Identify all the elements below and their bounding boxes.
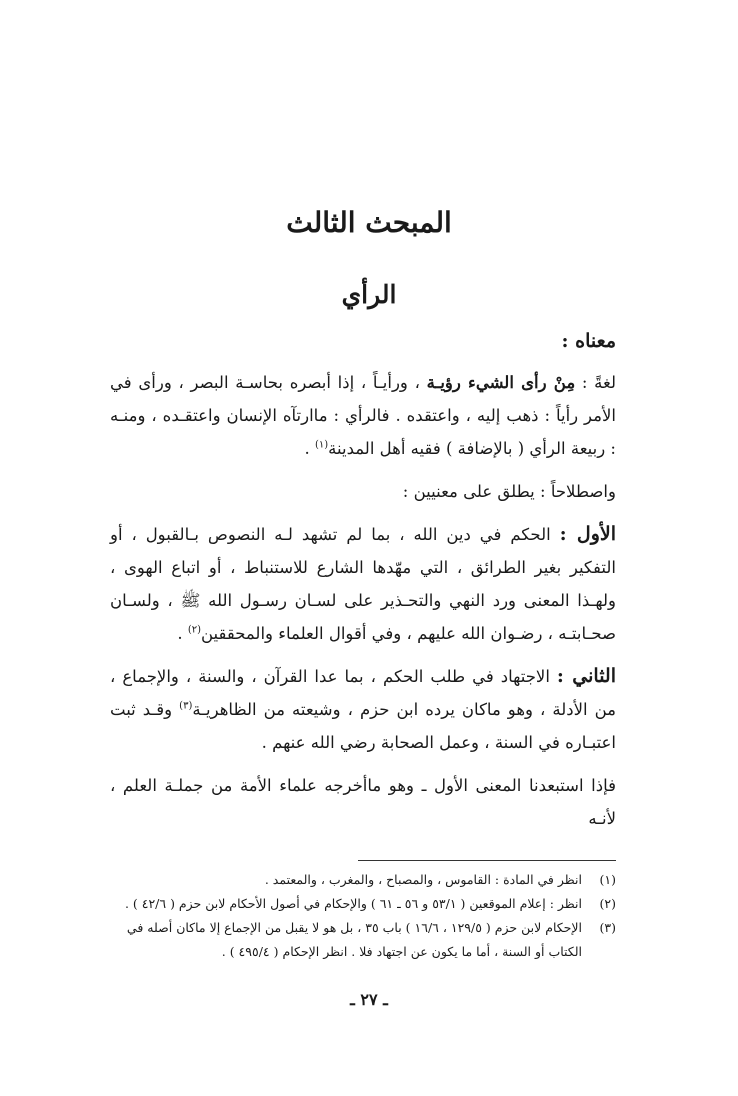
footnote-ref-1[interactable]: (١) (314, 439, 329, 451)
footnote-3 (110, 916, 616, 964)
footnotes (110, 868, 616, 964)
lugha-end: . (304, 439, 310, 458)
footnote-text: انظر : إعلام الموقعين ( ٥٣/١ و ٥٦ ـ ٦١ ) والإحكام في أصول الأحكام لابن حزم ( ٤٢/٦ ) . (124, 896, 582, 911)
paragraph-lugha (110, 366, 616, 465)
paragraph-istilah: واصطلاحاً : يطلق على معنيين : (402, 482, 616, 501)
first-end: . (177, 624, 183, 643)
paragraph-first-meaning (110, 518, 616, 650)
second-label: الثاني : (556, 665, 616, 687)
footnote-divider (358, 860, 616, 861)
first-label: الأول : (559, 523, 616, 545)
meaning-heading: معناه : (561, 330, 616, 352)
footnote-number: (١) (599, 872, 616, 887)
footnote-ref-3[interactable]: (٣) (179, 700, 193, 712)
footnote-2 (110, 892, 616, 916)
lugha-text: ، ورأيـاً ، إذا أبصره بحاسـة البصر ، ورأى في الأمر رأياً : ذهب إليه ، واعتقده . فالرأي : ماارتآه الإنسان واعتقـده ، ومنـه : ربيعة الرأي ( بالإضافة ) فقيه أهل المدينة (110, 373, 616, 458)
main-text (110, 325, 616, 845)
first-text: الحكم في دين الله ، بما لم تشهد لـه النصوص بـالقبول ، أو التفكير بغير الطرائق ، التي مهّدها الشارع للاستنباط ، أو اتباع الهوى ، ولهـذا المعنى ورد النهي والتحـذير على لسـان رسـول الله ﷺ ، ولسـان صحـابتـه ، رضـوان الله عليهم ، وفي أقوال العلماء والمحققين (110, 525, 616, 643)
chapter-title: المبحث الثالث (286, 206, 452, 239)
footnote-text: انظر في المادة : القاموس ، والمصباح ، والمغرب ، والمعتمد . (264, 872, 582, 887)
footnote-number: (٣) (599, 920, 616, 935)
footnote-text: الإحكام لابن حزم ( ١٢٩/٥ ، ١٦/٦ ) باب ٣٥ ، بل هو لا يقبل من الإجماع إلا ماكان أصله في الكتاب أو السنة ، أما ما يكون عن اجتهاد فلا . انظر الإحكام ( ٤٩٥/٤ ) . (126, 920, 582, 959)
second-text: الاجتهاد في طلب الحكم ، بما عدا القرآن ، والسنة ، والإجماع ، من الأدلة ، وهو ماكان يرده ابن حزم ، وشيعته من الظاهريـة (110, 667, 616, 719)
lugha-bold-phrase: مِنْ رأى الشيء رؤيـة (426, 373, 576, 392)
section-title: الرأي (341, 280, 397, 309)
paragraph-last-line: فإذا استبعدنا المعنى الأول ـ وهو ماأخرجه علماء الأمة من جملـة العلم ، لأنـه (110, 776, 616, 828)
footnote-1 (110, 868, 616, 892)
page-number: ـ ٢٧ ـ (350, 990, 388, 1009)
lugha-label: لغةً : (581, 373, 617, 392)
second-text-continued: وقـد ثبت اعتبـاره في السنة ، وعمل الصحابة رضي الله عنهم . (110, 700, 616, 752)
footnote-number: (٢) (599, 896, 616, 911)
paragraph-second-meaning (110, 660, 616, 759)
footnote-ref-2[interactable]: (٢) (187, 624, 201, 636)
